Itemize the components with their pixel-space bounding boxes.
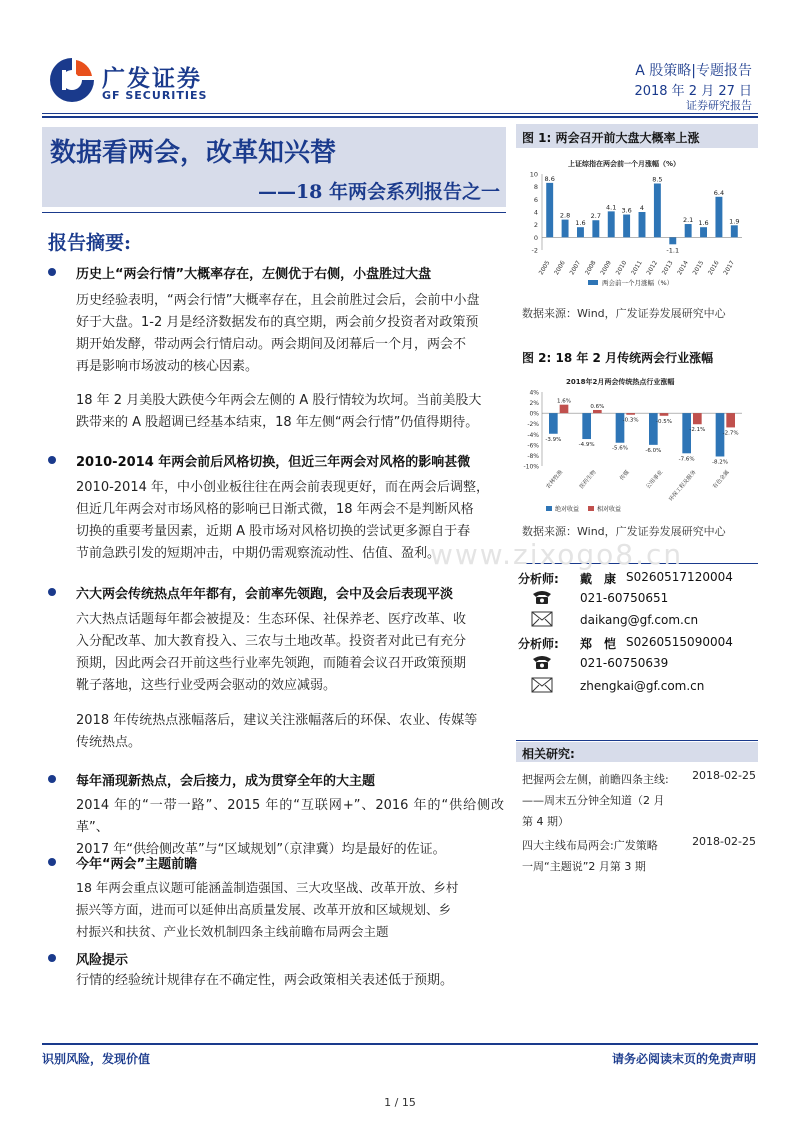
chart2-legend-swatch: [588, 506, 594, 511]
chart2-data-label: -6.0%: [645, 447, 662, 454]
chart1-bar: [623, 215, 630, 238]
chart1-data-label: 8.5: [652, 175, 663, 184]
related-divider: [516, 740, 758, 741]
figure1-title: 图 1: 两会召开前大盘大概率上涨: [522, 131, 700, 145]
chart1-bar: [577, 227, 584, 237]
chart1-bar: [700, 227, 707, 237]
chart2-data-label: -4.9%: [578, 442, 595, 449]
report-dept: 证券研究报告: [686, 99, 752, 112]
chart2-legend-swatch: [546, 506, 552, 511]
section-title: 今年“两会”主题前瞻: [76, 857, 198, 872]
summary-heading: 报告摘要:: [48, 232, 132, 254]
chart1-ytick: 10: [529, 170, 538, 179]
chart2-data-label: -2.7%: [722, 430, 739, 437]
chart1-data-label: 3.6: [621, 206, 632, 215]
chart1-ytick: 2: [533, 221, 538, 230]
chart1-xtick: 2014: [676, 259, 690, 277]
email-icon: [531, 611, 555, 627]
chart1-legend-swatch: [588, 280, 598, 285]
analyst-name: 戴 康: [580, 572, 617, 586]
logo-text-cn: 广发证券: [102, 66, 202, 92]
analyst-role: 分析师:: [518, 572, 559, 586]
analyst-email[interactable]: daikang@gf.com.cn: [580, 613, 699, 627]
section-paragraph: 18 年两会重点议题可能涵盖制造强国、三大攻坚战、改革开放、乡村 振兴等方面，进而可以延伸出高质量发展、改革开放和区域规划、乡 村振兴和扶贫、产业长效机制四条主线前瞻布局两会主题: [76, 880, 459, 939]
chart2-data-label: 0.6%: [590, 403, 605, 410]
chart1-xtick: 2006: [553, 259, 567, 277]
figure1-chart: [516, 152, 758, 300]
chart2-bar: [549, 413, 558, 434]
chart1-xtick: 2013: [660, 259, 675, 277]
chart1-data-label: 2.7: [590, 212, 602, 221]
bullet-icon: [48, 456, 56, 464]
chart1-ytick: -2: [531, 246, 538, 255]
chart2-data-label: -0.3%: [622, 417, 639, 424]
section-title: 每年涌现新热点，会后接力，成为贯穿全年的大主题: [76, 774, 376, 789]
section-paragraph: 18 年 2 月美股大跌使今年两会左侧的 A 股行情较为坎坷。当前美股大 跌带来的 A 股超调已经基本结束，18 年左侧“两会行情”仍值得期待。: [76, 393, 482, 430]
chart2-data-label: -2.1%: [689, 427, 706, 434]
section-paragraph: 2018 年传统热点涨幅落后，建议关注涨幅落后的环保、农业、传媒等 传统热点。: [76, 713, 478, 750]
chart2-bar: [593, 410, 602, 413]
chart1-xtick: 2011: [630, 259, 644, 277]
chart1-ytick: 4: [533, 208, 538, 217]
bullet-icon: [48, 588, 56, 596]
chart1-data-label: 2.1: [682, 216, 694, 225]
analyst-email[interactable]: zhengkai@gf.com.cn: [580, 679, 705, 693]
chart2-bar: [693, 413, 702, 424]
chart2-bar: [560, 405, 569, 413]
chart1-bar: [715, 197, 722, 238]
header-divider: [42, 113, 758, 114]
page-number: 1 / 15: [384, 1096, 416, 1109]
section-title: 六大两会传统热点年年都有，会前率先领跑，会中及会后表现平淡: [76, 587, 454, 602]
section-paragraph: 2014 年的“一带一路”、2015 年的“互联网+”、2016 年的“供给侧改革”、 2017 年“供给侧改革”与“区域规划”（京津冀）均是最好的佐证。: [76, 798, 504, 857]
chart1-xtick: 2005: [537, 259, 552, 277]
chart2-data-label: -0.5%: [656, 418, 672, 425]
chart2-xtick: 环保工程及服务: [668, 469, 698, 503]
figure2-chart: [516, 370, 758, 518]
gf-logo-icon: [48, 56, 96, 108]
watermark: www.zixogo8.cn: [430, 538, 684, 571]
section-title: 2010-2014 年两会前后风格切换，但近三年两会对风格的影响甚微: [76, 455, 471, 470]
figure2-title: 图 2: 18 年 2 月传统两会行业涨幅: [522, 351, 714, 365]
bullet-icon: [48, 954, 56, 962]
chart1-bar: [685, 224, 692, 237]
chart2-data-label: 1.6%: [557, 398, 571, 405]
chart1-data-label: 1.6: [698, 219, 709, 228]
figure1-source: 数据来源：Wind，广发证券发展研究中心: [522, 307, 726, 320]
page-subtitle: ——18 年两会系列报告之一: [257, 181, 500, 203]
chart1-title: 上证综指在两会前一个月涨幅（%）: [568, 160, 681, 168]
email-icon: [531, 677, 555, 693]
chart1-data-label: 1.9: [729, 217, 740, 226]
related-heading: 相关研究:: [522, 747, 575, 761]
chart2-xtick: 公用事业: [645, 469, 665, 491]
chart2-data-label: -3.9%: [545, 436, 562, 443]
chart1-xtick: 2009: [599, 259, 613, 277]
chart2-data-label: -7.6%: [678, 456, 695, 463]
section-paragraph: 历史经验表明，“两会行情”大概率存在，且会前胜过会后，会前中小盘 好于大盘。1-2 月是经济数据发布的真空期，两会前夕投资者对政策预 期开始发酵，带动两会行情启动。两会期间及闭幕后一个月，两会不 再是影响市场波动的核心因素。: [76, 293, 480, 374]
section-paragraph: 行情的经验统计规律存在不确定性，两会政策相关表述低于预期。: [76, 973, 454, 988]
header-divider-thick: [42, 116, 758, 118]
related-item[interactable]: 四大主线布局两会:广发策略 一周“主题说”2 月第 3 期: [522, 839, 658, 873]
chart1-data-label: 4: [639, 204, 645, 212]
chart1-ytick: 8: [533, 183, 538, 192]
chart2-data-label: -8.2%: [712, 459, 728, 466]
phone-icon: [531, 589, 555, 605]
chart2-legend-label: 相对收益: [597, 506, 622, 513]
related-date: 2018-02-25: [692, 769, 756, 782]
chart1-data-label: 6.4: [713, 188, 725, 197]
analyst-code: S0260515090004: [626, 635, 733, 649]
bullet-icon: [48, 858, 56, 866]
phone-icon: [531, 654, 555, 670]
chart2-bar: [582, 413, 591, 439]
chart2-title: 2018年2月两会传统热点行业涨幅: [566, 378, 675, 386]
section-paragraph: 六大热点话题每年都会被提及：生态环保、社保养老、医疗改革、收 入分配改革、加大教育投入、三农与土地改革。投资者对此已有充分 预期，因此两会召开前这些行业率先领跑，而随着会议召开政策预期 靴子落地，这些行业受两会驱动的效应减弱。: [76, 612, 467, 693]
chart1-bar: [546, 183, 553, 237]
chart2-ytick: -4%: [527, 431, 539, 439]
chart2-ytick: 4%: [529, 389, 539, 397]
title-divider: [42, 212, 506, 213]
bullet-icon: [48, 775, 56, 783]
chart1-data-label: -1.1: [666, 246, 680, 255]
analyst-name: 郑 恺: [580, 637, 617, 651]
footer-slogan: 识别风险，发现价值: [42, 1052, 151, 1066]
chart2-bar: [726, 413, 735, 427]
chart2-ytick: 0%: [529, 410, 539, 418]
chart1-bar: [731, 225, 738, 237]
chart2-bar: [626, 413, 635, 415]
analyst-code: S0260517120004: [626, 570, 733, 584]
report-type: A 股策略|专题报告: [635, 63, 752, 79]
chart2-xtick: 农林牧渔: [545, 469, 565, 491]
chart1-xtick: 2015: [691, 259, 706, 277]
figure2-source: 数据来源：Wind，广发证券发展研究中心: [522, 525, 726, 538]
chart2-ytick: -8%: [527, 452, 539, 460]
analyst-phone: 021-60750639: [580, 656, 669, 670]
chart1-bar: [562, 220, 569, 238]
chart1-xtick: 2010: [614, 259, 629, 277]
section-paragraph: 2010-2014 年，中小创业板往往在两会前表现更好，而在两会后调整， 但近几年两会对市场风格的影响已日渐式微，18 年两会不是判断风格 切换的重要考量因素，近期 A 股市场对风格切换的尝试更多源自于春 节前急跌引发的短期冲击，中期仍需观察流动性、估值、盈利。: [76, 480, 489, 561]
chart1-legend-label: 两会前一个月涨幅（%）: [602, 279, 674, 287]
chart2-ytick: 2%: [529, 400, 539, 408]
related-item[interactable]: 把握两会左侧，前瞻四条主线: ——周末五分钟全知道（2 月 第 4 期）: [522, 773, 669, 828]
chart2-xtick: 传媒: [619, 469, 631, 482]
chart2-xtick: 医药生物: [578, 469, 598, 491]
report-date: 2018 年 2 月 27 日: [634, 84, 752, 99]
footer-disclaimer: 请务必阅读末页的免责声明: [611, 1052, 756, 1066]
chart1-ytick: 6: [533, 195, 538, 204]
chart1-bar: [639, 212, 646, 237]
chart1-xtick: 2012: [645, 259, 660, 277]
chart1-xtick: 2008: [583, 259, 598, 277]
chart2-ytick: -2%: [527, 421, 539, 429]
section-title: 风险提示: [76, 953, 129, 968]
section-title: 历史上“两会行情”大概率存在，左侧优于右侧，小盘胜过大盘: [76, 267, 432, 282]
chart1-bar: [592, 220, 599, 237]
page-title: 数据看两会，改革知兴替: [50, 138, 337, 168]
chart1-bar: [669, 237, 676, 244]
analyst-role: 分析师:: [518, 637, 559, 651]
chart1-bar: [608, 211, 615, 237]
chart1-xtick: 2017: [722, 259, 737, 277]
chart1-xtick: 2016: [706, 259, 721, 277]
footer-divider: [42, 1043, 758, 1045]
chart2-legend-label: 绝对收益: [555, 506, 580, 513]
chart1-data-label: 1.6: [575, 219, 586, 228]
chart2-ytick: -6%: [527, 442, 539, 450]
related-date: 2018-02-25: [692, 835, 756, 848]
chart2-xtick: 有色金属: [712, 469, 731, 491]
chart2-bar: [660, 413, 669, 416]
chart2-data-label: -5.6%: [612, 445, 628, 452]
chart1-data-label: 2.8: [559, 211, 571, 220]
logo-text-en: GF SECURITIES: [102, 89, 208, 102]
chart2-ytick: -10%: [523, 463, 539, 471]
chart1-bar: [654, 184, 661, 238]
chart1-xtick: 2007: [568, 259, 583, 277]
bullet-icon: [48, 268, 56, 276]
chart1-data-label: 8.6: [544, 174, 555, 183]
chart1-ytick: 0: [533, 233, 538, 242]
chart1-data-label: 4.1: [606, 203, 617, 212]
analyst-phone: 021-60750651: [580, 591, 669, 605]
